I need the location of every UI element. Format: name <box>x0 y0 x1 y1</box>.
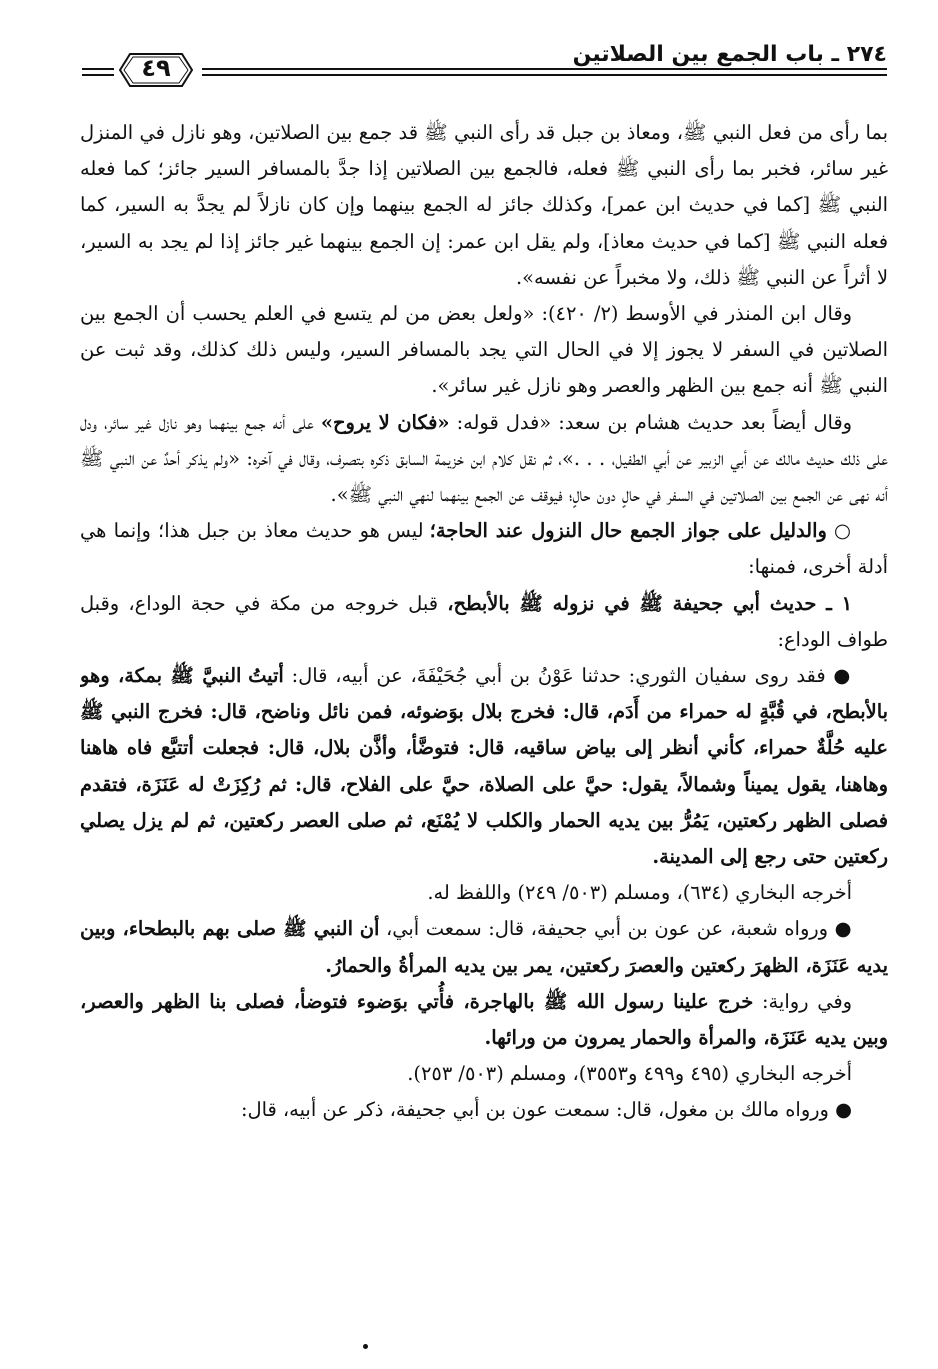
bold-text: خرج علينا رسول الله ﷺ بالهاجرة، فأُتي بوَضوء فتوضأ، فصلى بنا الظهر والعصر، وبين يديه عَنَزَة، والمرأة والحمار يمرون من ورائها. <box>80 989 888 1050</box>
footer-mark <box>363 1344 368 1349</box>
paragraph <box>80 875 888 911</box>
paragraph <box>80 513 888 585</box>
text: أخرجه البخاري (٦٣٤)، ومسلم (٥٠٣/ ٢٤٩) واللفظ له. <box>427 881 852 905</box>
page-body <box>80 115 888 1355</box>
text: قبل خروجه من مكة في حجة الوداع، وقبل طواف الوداع: <box>80 591 888 651</box>
bold-text: أن النبي ﷺ صلى بهم بالبطحاء، وبين يديه عَنَزَة، الظهرَ ركعتين والعصرَ ركعتين، يمر بين يديه المرأةُ والحمارُ. <box>80 917 888 977</box>
paragraph <box>80 296 888 405</box>
paragraph <box>80 405 888 514</box>
text: بما رأى من فعل النبي ﷺ، ومعاذ بن جبل قد رأى النبي ﷺ قد جمع بين الصلاتين، وهو نازل في المنزل غير سائر، فخبر بما رأى النبي ﷺ فعله، فالجمع بين الصلاتين إذا جدَّ بالمسافر السير جائز؛ كما فعله النبي ﷺ [كما في حديث ابن عمر]، وكذلك جائز له الجمع بينهما وإن كان نازلاً لم يجدَّ به السير، كما فعله النبي ﷺ [كما في حديث معاذ]، ولم يقل ابن عمر: إن الجمع بينهما غير جائز إذا لم يجد به السير، لا أثراً عن النبي ﷺ ذلك، ولا مخبراً عن نفسه». <box>80 121 888 289</box>
paragraph <box>80 1092 888 1128</box>
paragraph <box>80 1056 888 1092</box>
page-number: ٤٩ <box>141 54 171 82</box>
text: ● فقد روى سفيان الثوري: حدثنا عَوْنُ بن أبي جُحَيْفَةَ، عن أبيه، قال: <box>283 664 852 688</box>
header-rule-left <box>82 68 114 70</box>
text: ● ورواه مالك بن مغول، قال: سمعت عون بن أبي جحيفة، ذكر عن أبيه، قال: <box>240 1098 852 1122</box>
text: ليس هو حديث معاذ بن جبل هذا؛ وإنما هي أدلة أخرى، فمنها: <box>80 519 888 579</box>
bold-text: والدليل على جواز الجمع حال النزول عند الحاجة؛ <box>429 519 827 543</box>
bold-text: ١ ـ حديث أبي جحيفة ﷺ في نزوله ﷺ بالأبطح، <box>447 591 853 615</box>
chapter-title: ٢٧٤ ـ باب الجمع بين الصلاتين <box>572 42 887 67</box>
text: على أنه جمع بينهما وهو نازل غير سائر، ودل على ذلك حديث مالك عن أبي الزبير عن أبي الطفيل، . . .»، ثم نقل كلام ابن خزيمة السابق ذكره بتصرف، وقال في آخره: «ولم يذكر أحدٌ عن النبي ﷺ أنه نهى عن الجمع بين الصلاتين في السفر في حالٍ دون حالٍ؛ فيوقف عن الجمع بينهما لنهي النبي ﷺ». <box>80 410 888 507</box>
page-header <box>82 38 887 96</box>
text: وقال أيضاً بعد حديث هشام بن سعد: «فدل قوله: <box>449 410 853 434</box>
header-rule-left <box>82 74 114 76</box>
text: وفي رواية: <box>753 989 852 1013</box>
text: أخرجه البخاري (٤٩٥ و٤٩٩ و٣٥٥٣)، ومسلم (٥٠٣/ ٢٥٣). <box>407 1062 852 1086</box>
paragraph <box>80 984 888 1056</box>
paragraph <box>80 911 888 983</box>
bold-text: «فكان لا يروح» <box>320 410 450 434</box>
header-rule <box>202 68 887 70</box>
text: ○ <box>826 519 852 543</box>
paragraph <box>80 115 888 296</box>
text: وقال ابن المنذر في الأوسط (٢/ ٤٢٠): «ولعل بعض من لم يتسع في العلم يحسب أن الجمع بين الصلاتين في السفر لا يجوز إلا في الحال التي يجد بالمسافر السير، وليس ذلك كذلك، وقد ثبت عن النبي ﷺ أنه جمع بين الظهر والعصر وهو نازل غير سائر». <box>80 302 888 398</box>
paragraph <box>80 586 888 658</box>
text: ● ورواه شعبة، عن عون بن أبي جحيفة، قال: سمعت أبي، <box>379 917 852 941</box>
paragraph <box>80 658 888 875</box>
header-rule <box>202 74 887 76</box>
page-number-frame <box>118 52 194 88</box>
bold-text: أتيتُ النبيَّ ﷺ بمكة، وهو بالأبطح، في قُبَّةٍ له حمراء من أَدَم، قال: فخرج بلال بوَضوئه، فمن نائل وناضح، قال: فخرج النبي ﷺ عليه حُلَّةٌ حمراء، كأني أنظر إلى بياض ساقيه، قال: فتوضَّأ، وأذَّن بلال، قال: فجعلت أتتبَّع فاه هاهنا وهاهنا، يقول يميناً وشمالاً، يقول: حيَّ على الصلاة، حيَّ على الفلاح، قال: ثم رُكِزَتْ له عَنَزَة، فتقدم فصلى الظهر ركعتين، يَمُرُّ بين يديه الحمار والكلب لا يُمْنَع، ثم صلى العصر ركعتين، ثم لم يزل يصلي ركعتين حتى رجع إلى المدينة. <box>80 664 888 869</box>
